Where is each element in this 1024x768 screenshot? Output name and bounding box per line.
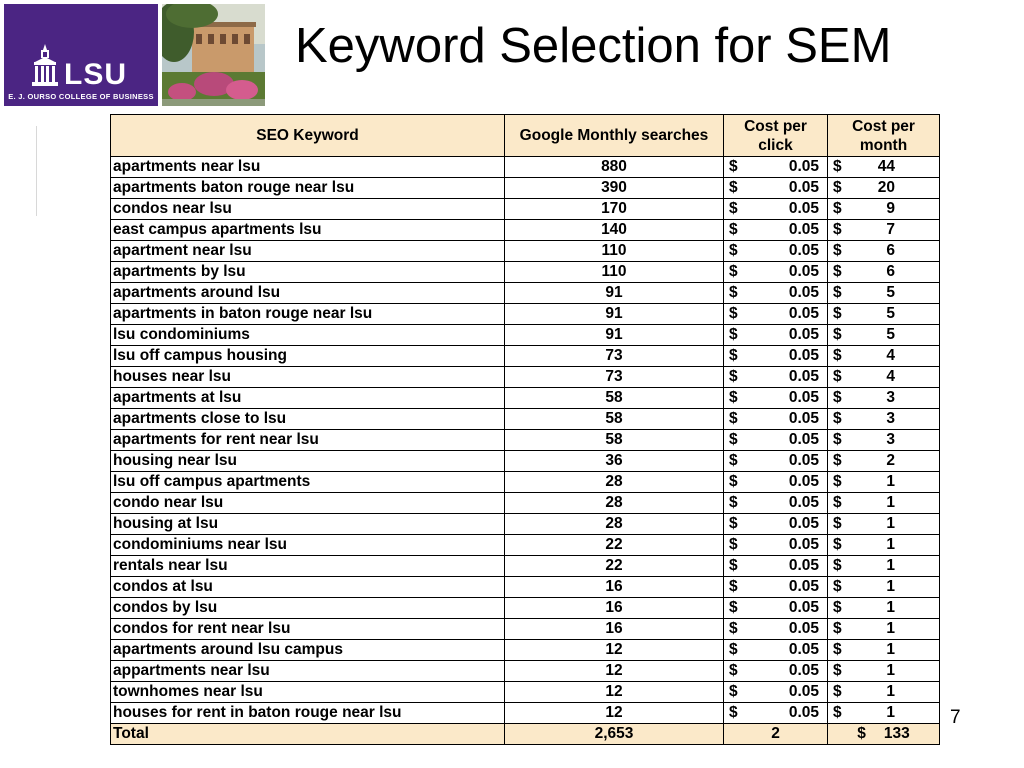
- cost-per-click-cell: [724, 325, 828, 346]
- keyword-cell: appartments near lsu: [111, 661, 505, 682]
- logo-wordmark: LSU: [64, 58, 127, 91]
- keyword-cell: condos at lsu: [111, 577, 505, 598]
- keyword-cell: lsu off campus apartments: [111, 472, 505, 493]
- col-header-keyword: SEO Keyword: [111, 115, 505, 157]
- currency-symbol: $: [729, 158, 738, 175]
- searches-cell: 58: [505, 409, 724, 430]
- currency-symbol: $: [729, 620, 738, 637]
- table-header-row: [111, 115, 940, 157]
- searches-cell: 170: [505, 199, 724, 220]
- cpm-value: 1: [886, 494, 895, 511]
- cpc-value: 0.05: [788, 536, 819, 553]
- cost-per-month-cell: [828, 661, 940, 682]
- cost-per-click-cell: [724, 346, 828, 367]
- searches-cell: 880: [505, 157, 724, 178]
- cpm-value: 1: [886, 704, 895, 721]
- cost-per-month-cell: [828, 430, 940, 451]
- searches-cell: 91: [505, 304, 724, 325]
- keyword-cell: apartments by lsu: [111, 262, 505, 283]
- cpm-value: 9: [886, 200, 895, 217]
- total-searches: 2,653: [505, 724, 724, 745]
- cpm-value: 7: [886, 221, 895, 238]
- cpc-value: 0.05: [788, 599, 819, 616]
- cpc-value: 0.05: [788, 557, 819, 574]
- keyword-cell: apartments baton rouge near lsu: [111, 178, 505, 199]
- searches-cell: 28: [505, 493, 724, 514]
- table-row: [111, 304, 940, 325]
- currency-symbol: $: [729, 368, 738, 385]
- table-row: [111, 199, 940, 220]
- cpm-value: 3: [886, 410, 895, 427]
- currency-symbol: $: [729, 200, 738, 217]
- currency-symbol: $: [729, 641, 738, 658]
- cost-per-month-cell: [828, 535, 940, 556]
- cost-per-click-cell: [724, 304, 828, 325]
- searches-cell: 390: [505, 178, 724, 199]
- cpm-value: 1: [886, 473, 895, 490]
- cost-per-click-cell: [724, 661, 828, 682]
- currency-symbol: $: [729, 452, 738, 469]
- cpm-value: 5: [886, 284, 895, 301]
- searches-cell: 28: [505, 472, 724, 493]
- cpm-value: 1: [886, 578, 895, 595]
- cost-per-month-cell: [828, 493, 940, 514]
- cost-per-month-cell: [828, 619, 940, 640]
- keyword-cell: lsu condominiums: [111, 325, 505, 346]
- searches-cell: 16: [505, 619, 724, 640]
- currency-symbol: $: [833, 158, 842, 175]
- cost-per-click-cell: [724, 430, 828, 451]
- col-header-searches: Google Monthly searches: [505, 115, 724, 157]
- col-header-cost-per-click: Cost per click: [724, 115, 828, 157]
- cost-per-month-cell: [828, 682, 940, 703]
- currency-symbol: $: [729, 557, 738, 574]
- cpm-value: 6: [886, 242, 895, 259]
- cpm-value: 44: [877, 158, 895, 175]
- cost-per-click-cell: [724, 577, 828, 598]
- keyword-cell: condos near lsu: [111, 199, 505, 220]
- cost-per-month-cell: [828, 409, 940, 430]
- currency-symbol: $: [833, 515, 842, 532]
- keyword-cell: condos by lsu: [111, 598, 505, 619]
- cost-per-click-cell: [724, 241, 828, 262]
- currency-symbol: $: [833, 221, 842, 238]
- cost-per-click-cell: [724, 367, 828, 388]
- table-row: [111, 661, 940, 682]
- cost-per-month-cell: [828, 598, 940, 619]
- cpc-value: 0.05: [788, 305, 819, 322]
- cost-per-month-cell: [828, 556, 940, 577]
- cpc-value: 0.05: [788, 515, 819, 532]
- table-row: [111, 430, 940, 451]
- cpc-value: 0.05: [788, 494, 819, 511]
- currency-symbol: $: [833, 578, 842, 595]
- cpc-value: 0.05: [788, 620, 819, 637]
- cost-per-month-cell: [828, 262, 940, 283]
- currency-symbol: $: [729, 326, 738, 343]
- keyword-cell: lsu off campus housing: [111, 346, 505, 367]
- searches-cell: 28: [505, 514, 724, 535]
- cpc-value: 0.05: [788, 410, 819, 427]
- currency-symbol: $: [729, 662, 738, 679]
- cpc-value: 0.05: [788, 326, 819, 343]
- searches-cell: 16: [505, 598, 724, 619]
- cost-per-month-cell: [828, 703, 940, 724]
- table-row: [111, 283, 940, 304]
- keyword-cell: east campus apartments lsu: [111, 220, 505, 241]
- currency-symbol: $: [833, 536, 842, 553]
- cpm-value: 1: [886, 683, 895, 700]
- cpm-value: 1: [886, 557, 895, 574]
- cpm-value: 1: [886, 641, 895, 658]
- cpm-value: 20: [877, 179, 895, 196]
- cpc-value: 0.05: [788, 389, 819, 406]
- searches-cell: 36: [505, 451, 724, 472]
- currency-symbol: $: [833, 599, 842, 616]
- total-label: Total: [111, 724, 505, 745]
- total-cost-per-month: [828, 724, 940, 745]
- currency-symbol: $: [833, 242, 842, 259]
- cost-per-click-cell: [724, 619, 828, 640]
- cost-per-click-cell: [724, 598, 828, 619]
- cost-per-month-cell: [828, 220, 940, 241]
- total-cpm-value: 133: [883, 725, 910, 742]
- currency-symbol: $: [729, 305, 738, 322]
- currency-symbol: $: [729, 263, 738, 280]
- logo-college-name: E. J. OURSO COLLEGE OF BUSINESS: [8, 92, 154, 101]
- cpm-value: 1: [886, 599, 895, 616]
- cpm-value: 1: [886, 662, 895, 679]
- currency-symbol: $: [833, 347, 842, 364]
- cpc-value: 0.05: [788, 200, 819, 217]
- table-row: [111, 157, 940, 178]
- table-row: [111, 682, 940, 703]
- table-row: [111, 556, 940, 577]
- currency-symbol: $: [833, 305, 842, 322]
- cost-per-month-cell: [828, 514, 940, 535]
- cost-per-click-cell: [724, 451, 828, 472]
- cost-per-click-cell: [724, 157, 828, 178]
- table-row: [111, 367, 940, 388]
- currency-symbol: $: [729, 431, 738, 448]
- currency-symbol: $: [833, 368, 842, 385]
- currency-symbol: $: [729, 473, 738, 490]
- cpm-value: 5: [886, 326, 895, 343]
- searches-cell: 22: [505, 535, 724, 556]
- cpm-value: 1: [886, 620, 895, 637]
- cost-per-month-cell: [828, 367, 940, 388]
- currency-symbol: $: [729, 494, 738, 511]
- currency-symbol: $: [833, 494, 842, 511]
- searches-cell: 58: [505, 430, 724, 451]
- cpc-value: 0.05: [788, 704, 819, 721]
- searches-cell: 12: [505, 640, 724, 661]
- currency-symbol: $: [833, 431, 842, 448]
- cpc-value: 0.05: [788, 452, 819, 469]
- table-row: [111, 388, 940, 409]
- cost-per-month-cell: [828, 577, 940, 598]
- currency-symbol: $: [729, 683, 738, 700]
- currency-symbol: $: [833, 389, 842, 406]
- table-row: [111, 451, 940, 472]
- keyword-cell: apartments near lsu: [111, 157, 505, 178]
- cpc-value: 0.05: [788, 683, 819, 700]
- currency-symbol: $: [729, 704, 738, 721]
- currency-symbol: $: [729, 242, 738, 259]
- campus-photo: [162, 4, 265, 106]
- cost-per-click-cell: [724, 514, 828, 535]
- col-header-cost-per-month: Cost per month: [828, 115, 940, 157]
- table-row: [111, 598, 940, 619]
- cpm-value: 2: [886, 452, 895, 469]
- cost-per-click-cell: [724, 262, 828, 283]
- keyword-cell: condos for rent near lsu: [111, 619, 505, 640]
- divider: [36, 126, 37, 216]
- currency-symbol: $: [729, 515, 738, 532]
- table-row: [111, 493, 940, 514]
- cost-per-click-cell: [724, 178, 828, 199]
- cpm-value: 3: [886, 431, 895, 448]
- keyword-cell: apartments for rent near lsu: [111, 430, 505, 451]
- total-cost-per-click: 2: [724, 724, 828, 745]
- keyword-cell: rentals near lsu: [111, 556, 505, 577]
- table-row: [111, 472, 940, 493]
- currency-symbol: $: [833, 662, 842, 679]
- table-row: [111, 241, 940, 262]
- searches-cell: 12: [505, 682, 724, 703]
- cpm-value: 4: [886, 368, 895, 385]
- currency-symbol: $: [833, 683, 842, 700]
- currency-symbol: $: [833, 263, 842, 280]
- cost-per-click-cell: [724, 199, 828, 220]
- cost-per-click-cell: [724, 220, 828, 241]
- cpc-value: 0.05: [788, 368, 819, 385]
- currency-symbol: $: [729, 578, 738, 595]
- keyword-cell: condominiums near lsu: [111, 535, 505, 556]
- keyword-cell: condo near lsu: [111, 493, 505, 514]
- cost-per-month-cell: [828, 640, 940, 661]
- total-row: [111, 724, 940, 745]
- searches-cell: 140: [505, 220, 724, 241]
- cpm-value: 5: [886, 305, 895, 322]
- cost-per-click-cell: [724, 283, 828, 304]
- table-row: [111, 514, 940, 535]
- currency-symbol: $: [857, 725, 866, 742]
- searches-cell: 73: [505, 346, 724, 367]
- table-row: [111, 325, 940, 346]
- currency-symbol: $: [833, 179, 842, 196]
- searches-cell: 73: [505, 367, 724, 388]
- table-row: [111, 619, 940, 640]
- currency-symbol: $: [729, 284, 738, 301]
- cpc-value: 0.05: [788, 179, 819, 196]
- cost-per-click-cell: [724, 535, 828, 556]
- currency-symbol: $: [729, 536, 738, 553]
- currency-symbol: $: [729, 599, 738, 616]
- searches-cell: 12: [505, 661, 724, 682]
- cpc-value: 0.05: [788, 284, 819, 301]
- cpm-value: 1: [886, 515, 895, 532]
- searches-cell: 110: [505, 262, 724, 283]
- currency-symbol: $: [833, 410, 842, 427]
- keyword-cell: apartments in baton rouge near lsu: [111, 304, 505, 325]
- cpc-value: 0.05: [788, 263, 819, 280]
- table-row: [111, 220, 940, 241]
- keyword-cell: houses for rent in baton rouge near lsu: [111, 703, 505, 724]
- cpc-value: 0.05: [788, 158, 819, 175]
- cost-per-month-cell: [828, 178, 940, 199]
- cpc-value: 0.05: [788, 662, 819, 679]
- cost-per-month-cell: [828, 472, 940, 493]
- currency-symbol: $: [833, 473, 842, 490]
- cost-per-month-cell: [828, 241, 940, 262]
- searches-cell: 91: [505, 325, 724, 346]
- keyword-cell: apartments around lsu campus: [111, 640, 505, 661]
- cost-per-month-cell: [828, 346, 940, 367]
- currency-symbol: $: [729, 389, 738, 406]
- cost-per-click-cell: [724, 556, 828, 577]
- cpc-value: 0.05: [788, 473, 819, 490]
- cost-per-click-cell: [724, 682, 828, 703]
- keyword-cell: housing at lsu: [111, 514, 505, 535]
- cpc-value: 0.05: [788, 242, 819, 259]
- searches-cell: 110: [505, 241, 724, 262]
- cost-per-month-cell: [828, 157, 940, 178]
- page-number: 7: [950, 707, 961, 728]
- cpm-value: 1: [886, 536, 895, 553]
- cost-per-click-cell: [724, 493, 828, 514]
- currency-symbol: $: [833, 200, 842, 217]
- currency-symbol: $: [833, 641, 842, 658]
- searches-cell: 12: [505, 703, 724, 724]
- cost-per-click-cell: [724, 640, 828, 661]
- keyword-cell: apartments close to lsu: [111, 409, 505, 430]
- currency-symbol: $: [833, 557, 842, 574]
- table-row: [111, 535, 940, 556]
- currency-symbol: $: [833, 620, 842, 637]
- currency-symbol: $: [833, 326, 842, 343]
- searches-cell: 91: [505, 283, 724, 304]
- cpc-value: 0.05: [788, 431, 819, 448]
- searches-cell: 22: [505, 556, 724, 577]
- cost-per-click-cell: [724, 388, 828, 409]
- cpm-value: 3: [886, 389, 895, 406]
- table-row: [111, 409, 940, 430]
- searches-cell: 16: [505, 577, 724, 598]
- keyword-table: [110, 114, 940, 745]
- cost-per-month-cell: [828, 304, 940, 325]
- cost-per-month-cell: [828, 325, 940, 346]
- table-row: [111, 178, 940, 199]
- currency-symbol: $: [729, 221, 738, 238]
- slide-title: Keyword Selection for SEM: [295, 19, 892, 73]
- currency-symbol: $: [729, 410, 738, 427]
- table-row: [111, 346, 940, 367]
- currency-symbol: $: [729, 179, 738, 196]
- cost-per-click-cell: [724, 472, 828, 493]
- cpc-value: 0.05: [788, 221, 819, 238]
- currency-symbol: $: [833, 704, 842, 721]
- cpc-value: 0.05: [788, 347, 819, 364]
- tower-building-icon: [30, 44, 60, 88]
- cost-per-month-cell: [828, 283, 940, 304]
- currency-symbol: $: [833, 452, 842, 469]
- table-row: [111, 577, 940, 598]
- cpc-value: 0.05: [788, 641, 819, 658]
- cpm-value: 6: [886, 263, 895, 280]
- cost-per-month-cell: [828, 451, 940, 472]
- keyword-cell: apartments at lsu: [111, 388, 505, 409]
- table-row: [111, 640, 940, 661]
- cost-per-click-cell: [724, 703, 828, 724]
- cost-per-month-cell: [828, 388, 940, 409]
- lsu-logo: [4, 4, 158, 106]
- keyword-cell: apartment near lsu: [111, 241, 505, 262]
- cost-per-click-cell: [724, 409, 828, 430]
- searches-cell: 58: [505, 388, 724, 409]
- table-row: [111, 703, 940, 724]
- currency-symbol: $: [729, 347, 738, 364]
- cpm-value: 4: [886, 347, 895, 364]
- keyword-cell: houses near lsu: [111, 367, 505, 388]
- currency-symbol: $: [833, 284, 842, 301]
- keyword-cell: townhomes near lsu: [111, 682, 505, 703]
- cost-per-month-cell: [828, 199, 940, 220]
- cpc-value: 0.05: [788, 578, 819, 595]
- keyword-cell: housing near lsu: [111, 451, 505, 472]
- keyword-cell: apartments around lsu: [111, 283, 505, 304]
- table-row: [111, 262, 940, 283]
